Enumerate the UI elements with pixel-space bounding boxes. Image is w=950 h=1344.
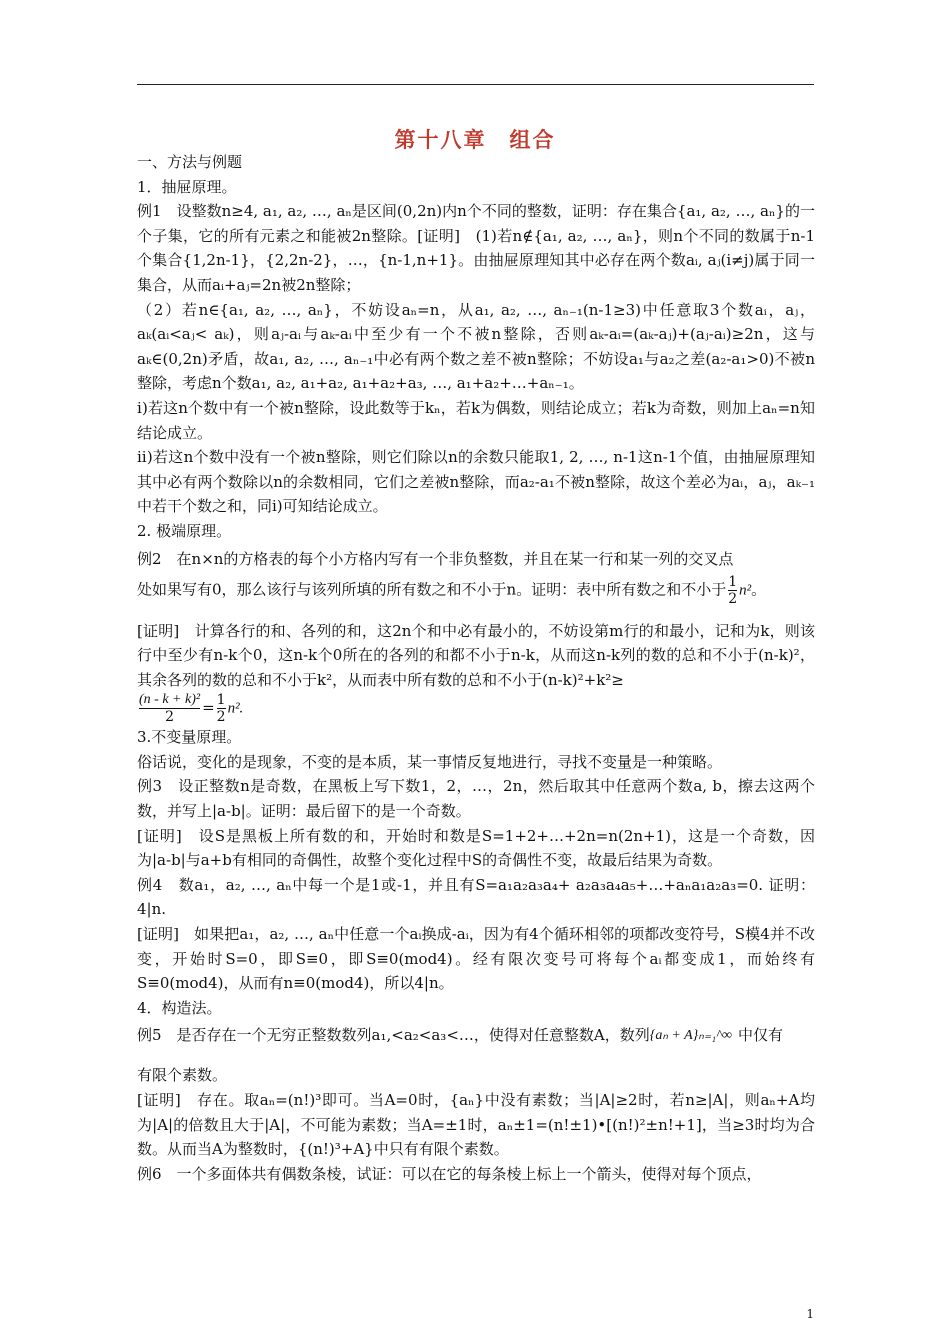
paragraph: 例4 数a₁，a₂, …, aₙ中每一个是1或-1，并且有S=a₁a₂a₃a₄+ a₂a₃a₄a₅+…+aₙa₁a₂a₃=0. 证明：4|n. [137,875,815,919]
paragraph: 例3 设正整数n是奇数，在黑板上写下数1，2，…，2n，然后取其中任意两个数a, b，擦去这两个数，并写上|a-b|。证明：最后留下的是一个奇数。 [137,777,815,821]
page-number: 1 [806,1307,814,1321]
paragraph: 1．抽屉原理。 [137,177,237,196]
fraction: $\frac{\text{(n - k + k)²}}{2}$ [139,692,201,726]
paragraph: 例6 一个多面体共有偶数条棱，试证：可以在它的每条棱上标上一个箭头，使得对每个顶点， [137,1164,762,1183]
paragraph: [证明] 存在。取aₙ=(n!)³即可。当A=0时，{aₙ}中没有素数；当|A|≥2时，若n≥|A|，则aₙ+A均为|A|的倍数且大于|A|，不可能为素数；当A=±1时，aₙ±1=(n!±1)•[(n!)²±n!+1]，当≥3时均为合数。从而当A为整数时，{(n!)³+A}中只有有限个素数。 [137,1091,815,1159]
proof-2-formula: $\frac{\text{(n - k + k)²}}{2}$ = $\frac{1}{2}$ n². [139,692,244,726]
paragraph: ⅱ)若这n个数中没有一个被n整除，则它们除以n的余数只能取1, 2, …, n-1这n-1个值，由抽屉原理知其中必有两个数除以n的余数相同，它们之差被n整除，而a₂-a₁不被n整除，故这个差必为aᵢ，aⱼ，aₖ₋₁中若干个数之和，同ⅰ)可知结论成立。 [137,448,815,516]
paragraph: 例1 设整数n≥4, a₁, a₂, …, aₙ是区间(0,2n)内n个不同的整数，证明：存在集合{a₁, a₂, …, aₙ}的一个子集，它的所有元素之和能被2n整除。[证明] (1)若n∉{a₁, a₂, …, aₙ}，则n个不同的数属于n-1个集合{1,2n-1}，{2,2n-2}，…，{n-1,n+1}。由抽屉原理知其中必存在两个数aᵢ, aⱼ(i≠j)属于同一集合，从而aᵢ+aⱼ=2n被2n整除； [137,202,815,294]
paragraph: 4．构造法。 [137,998,222,1017]
paragraph: 有限个素数。 [137,1066,228,1085]
document-body [137,150,815,1186]
formula: n² [739,582,752,598]
fraction: $\frac{1}{2}$ [728,573,738,607]
proof-2: [证明] 计算各行的和、各列的和，这2n个和中必有最小的，不妨设第m行的和最小，记和为k，则该行中至少有n-k个0，这n-k个0所在的各列的和都不小于n-k，从而这n-k列的数的总和不小于(n-k)²，其余各列的数的总和不小于k²，从而表中所有数的总和不小于(n-k)²+k²≥ [137,621,815,689]
paragraph: [证明] 如果把a₁，a₂, …, aₙ中任意一个aᵢ换成-aᵢ，因为有4个循环相邻的项都改变符号，S模4并不改变，开始时S=0，即S≡0，即S≡0(mod4)。经有限次变号可将每个aᵢ都变成1，而始终有S≡0(mod4)，从而有n≡0(mod4)，所以4|n。 [137,925,815,993]
example-2-text: 处如果写有0，那么该行与该列所填的所有数之和不小于n。证明：表中所有数之和不小于 [137,580,727,598]
paragraph: 俗话说，变化的是现象，不变的是本质，某一事情反复地进行，寻找不变量是一种策略。 [137,752,723,771]
sequence-formula: {aₙ + A}ₙ₌₁^∞ [649,1028,732,1044]
paragraph: [证明] 设S是黑板上所有数的和，开始时和数是S=1+2+…+2n=n(2n+1)，这是一个奇数，因为|a-b|与a+b有相同的奇偶性，故整个变化过程中S的奇偶性不变，故最后结果为奇数。 [137,826,815,870]
example-5: 例5 是否存在一个无穷正整数数列a₁,<a₂<a₃<…，使得对任意整数A，数列{aₙ + A}ₙ₌₁^∞ 中仅有 [137,1020,815,1051]
paragraph: 3.不变量原理。 [137,728,242,747]
chapter-title: 第十八章 组合 [394,128,556,152]
fraction: $\frac{1}{2}$ [216,692,226,726]
example-2-line-1: 例2 在n×n的方格表的每个小方格内写有一个非负整数，并且在某一行和某一列的交叉点 [137,549,734,568]
paragraph: 2. 极端原理。 [137,521,232,540]
header-rule [137,84,814,85]
paragraph: 一、方法与例题 [137,153,243,171]
example-2-line-2: 处如果写有0，那么该行与该列所填的所有数之和不小于n。证明：表中所有数之和不小于 $\frac{1}{2}$ n²。 [137,573,767,607]
paragraph: ⅰ)若这n个数中有一个被n整除，设此数等于kₙ，若k为偶数，则结论成立；若k为奇数，则加上aₙ=n知结论成立。 [137,398,815,442]
paragraph: （2）若n∈{a₁, a₂, …, aₙ}，不妨设aₙ=n，从a₁, a₂, …, aₙ₋₁(n-1≥3)中任意取3个数aᵢ，aⱼ，aₖ(aᵢ<aⱼ< aₖ)，则aⱼ-aᵢ与aₖ-aᵢ中至少有一个不被n整除，否则aₖ-aᵢ=(aₖ-aⱼ)+(aⱼ-aᵢ)≥2n，这与aₖ∈(0,2n)矛盾，故a₁, a₂, …, aₙ₋₁中必有两个数之差不被n整除；不妨设a₁与a₂之差(a₂-a₁>0)不被n整除，考虑n个数a₁, a₂, a₁+a₂, a₁+a₂+a₃, …, a₁+a₂+…+aₙ₋₁。 [137,300,815,393]
formula: n². [227,700,244,717]
